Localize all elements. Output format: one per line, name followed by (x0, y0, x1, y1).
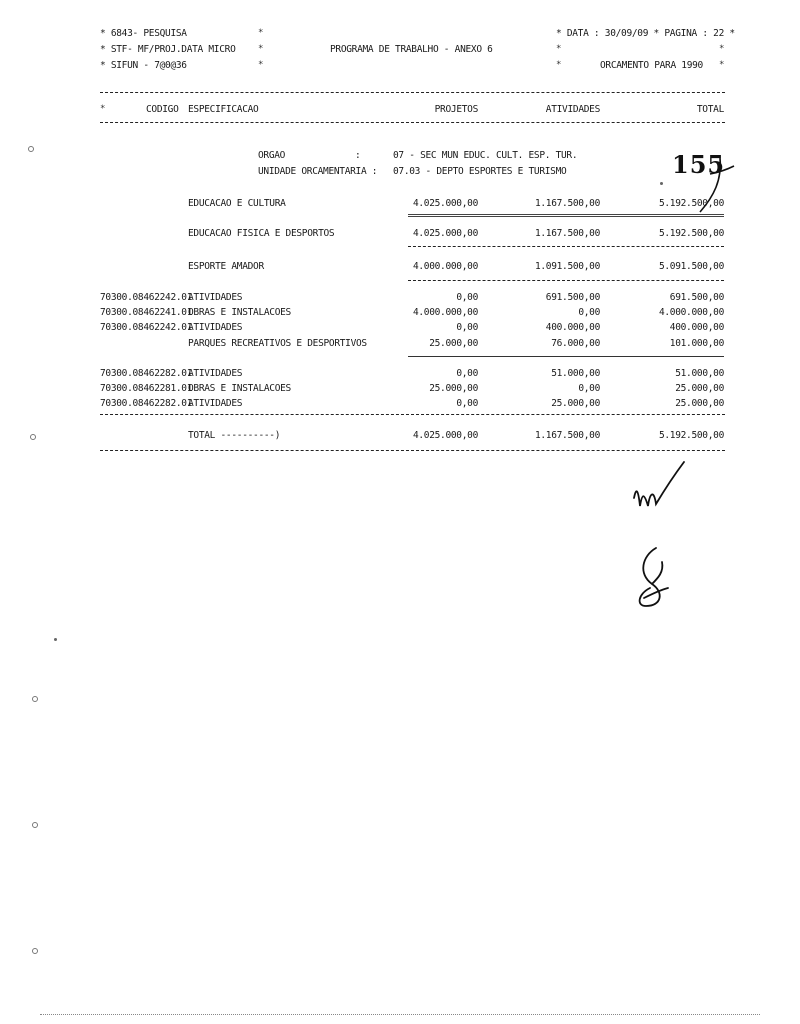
detail-atividades: 400.000,00 (545, 322, 600, 333)
detail-atividades: 51.000,00 (551, 368, 600, 379)
scan-artifact (32, 948, 38, 954)
header-star: * (719, 60, 725, 70)
detail-codigo: 70300.08462241.01 (100, 307, 193, 318)
detail-label: ATIVIDADES (188, 292, 243, 303)
detail-atividades: 25.000,00 (551, 398, 600, 409)
detail-total: 4.000.000,00 (658, 307, 724, 318)
detail-label: OBRAS E INSTALACOES (188, 307, 291, 318)
page-stamp-strike (690, 150, 740, 220)
header-star: * (719, 44, 725, 54)
detail-total: 25.000,00 (675, 398, 724, 409)
total-label: TOTAL ----------) (188, 430, 281, 441)
rule (408, 356, 724, 357)
column-total: TOTAL (696, 104, 724, 115)
subhead-label: PARQUES RECREATIVOS E DESPORTIVOS (188, 338, 367, 349)
summary-label-esporte-amador: ESPORTE AMADOR (188, 261, 264, 272)
rule (408, 246, 724, 247)
summary-projetos: 4.000.000,00 (412, 261, 478, 272)
detail-total: 25.000,00 (675, 383, 724, 394)
total-atividades: 1.167.500,00 (534, 430, 600, 441)
header-star: * (556, 60, 562, 70)
total-total: 5.192.500,00 (658, 430, 724, 441)
detail-atividades: 0,00 (578, 383, 600, 394)
subhead-projetos: 25.000,00 (429, 338, 478, 349)
header-star: * (258, 28, 264, 38)
header-left-line-2: * STF- MF/PROJ.DATA MICRO (100, 44, 236, 55)
detail-atividades: 0,00 (578, 307, 600, 318)
header-left-line-1: * 6843- PESQUISA (100, 28, 187, 39)
detail-projetos: 4.000.000,00 (412, 307, 478, 318)
detail-label: ATIVIDADES (188, 322, 243, 333)
summary-atividades: 1.167.500,00 (534, 228, 600, 239)
scan-artifact (28, 146, 34, 152)
summary-total: 5.192.500,00 (658, 198, 724, 209)
subhead-atividades: 76.000,00 (551, 338, 600, 349)
total-bottom-rule (100, 450, 725, 451)
unidade-label: UNIDADE ORCAMENTARIA : (258, 166, 378, 177)
scan-artifact (660, 182, 663, 185)
rule (408, 280, 724, 281)
detail-label: OBRAS E INSTALACOES (188, 383, 291, 394)
orgao-value: 07 - SEC MUN EDUC. CULT. ESP. TUR. (393, 150, 578, 161)
detail-atividades: 691.500,00 (545, 292, 600, 303)
report-title: PROGRAMA DE TRABALHO - ANEXO 6 (330, 44, 493, 55)
summary-label-educacao: EDUCACAO E CULTURA (188, 198, 286, 209)
scan-artifact (30, 434, 36, 440)
detail-codigo: 70300.08462242.01 (100, 322, 193, 333)
header-star: * (556, 44, 562, 54)
orgao-label: ORGAO (258, 150, 286, 161)
summary-label-educacao-fisica: EDUCACAO FISICA E DESPORTOS (188, 228, 335, 239)
summary-projetos: 4.025.000,00 (412, 198, 478, 209)
detail-projetos: 0,00 (456, 368, 478, 379)
detail-total: 400.000,00 (669, 322, 724, 333)
header-star: * (100, 104, 106, 114)
total-projetos: 4.025.000,00 (412, 430, 478, 441)
detail-codigo: 70300.08462281.01 (100, 383, 193, 394)
detail-projetos: 0,00 (456, 322, 478, 333)
orgao-colon: : (355, 150, 361, 161)
detail-projetos: 0,00 (456, 292, 478, 303)
scan-artifact (54, 638, 57, 641)
summary-total: 5.192.500,00 (658, 228, 724, 239)
scan-artifact (32, 822, 38, 828)
date-page-line: * DATA : 30/09/09 * PAGINA : 22 * (556, 28, 735, 39)
scan-edge (40, 1014, 760, 1015)
double-rule (408, 214, 724, 217)
detail-codigo: 70300.08462282.01 (100, 368, 193, 379)
detail-codigo: 70300.08462282.01 (100, 398, 193, 409)
handwritten-initials (628, 458, 688, 528)
summary-atividades: 1.167.500,00 (534, 198, 600, 209)
total-top-rule (100, 414, 725, 415)
header-star: * (258, 44, 264, 54)
detail-label: ATIVIDADES (188, 368, 243, 379)
detail-total: 51.000,00 (675, 368, 724, 379)
column-codigo: CODIGO (146, 104, 179, 115)
scan-artifact (32, 696, 38, 702)
column-especificacao: ESPECIFICACAO (188, 104, 259, 115)
budget-year: ORCAMENTO PARA 1990 (600, 60, 703, 71)
detail-projetos: 0,00 (456, 398, 478, 409)
handwritten-signature (628, 544, 678, 612)
header-star: * (258, 60, 264, 70)
column-projetos: PROJETOS (434, 104, 478, 115)
detail-total: 691.500,00 (669, 292, 724, 303)
header-left-line-3: * SIFUN - 7@0@36 (100, 60, 187, 71)
column-atividades: ATIVIDADES (545, 104, 600, 115)
column-header-bottom-rule (100, 122, 725, 123)
detail-label: ATIVIDADES (188, 398, 243, 409)
summary-total: 5.091.500,00 (658, 261, 724, 272)
subhead-total: 101.000,00 (669, 338, 724, 349)
summary-atividades: 1.091.500,00 (534, 261, 600, 272)
column-header-top-rule (100, 92, 725, 93)
detail-projetos: 25.000,00 (429, 383, 478, 394)
summary-projetos: 4.025.000,00 (412, 228, 478, 239)
detail-codigo: 70300.08462242.01 (100, 292, 193, 303)
unidade-value: 07.03 - DEPTO ESPORTES E TURISMO (393, 166, 567, 177)
handwritten-page-stamp: 155 (672, 150, 726, 179)
